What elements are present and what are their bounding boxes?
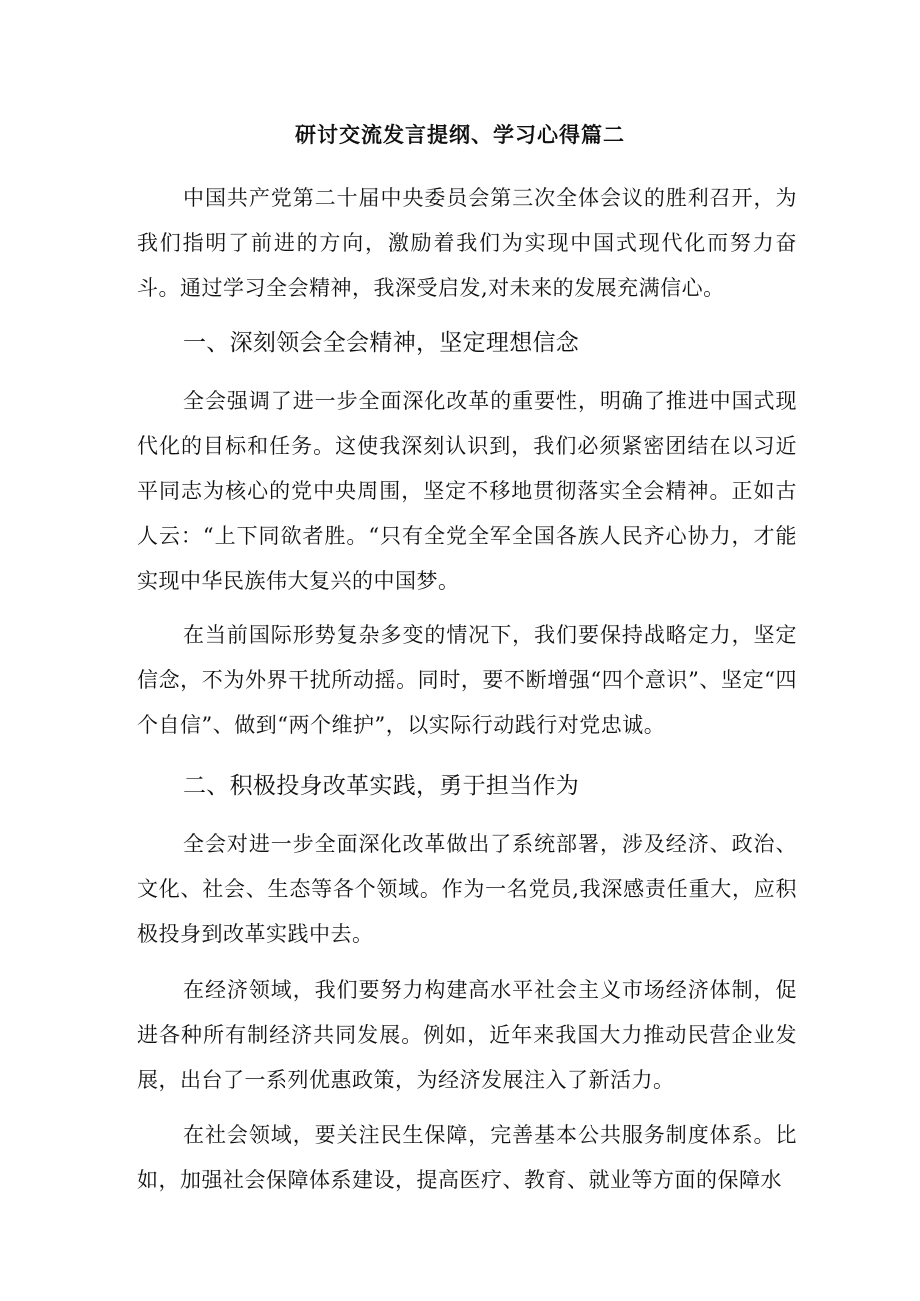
section-heading-2: 二、积极投身改革实践，勇于担当作为	[183, 773, 580, 799]
document-title: 研讨交流发言提纲、学习心得篇二	[295, 122, 625, 147]
section-2-paragraph-2: 在经济领域，我们要努力构建高水平社会主义市场经济体制，促进各种所有制经济共同发展。例如，近年来我国大力推动民营企业发展，出台了一系列优惠政策，为经济发展注入了新活力。	[137, 978, 797, 1092]
section-heading-1: 一、深刻领会全会精神，坚定理想信念	[183, 330, 580, 356]
section-1-paragraph-2: 在当前国际形势复杂多变的情况下，我们要保持战略定力，坚定信念，不为外界干扰所动摇。同时，要不断增强“四个意识”、坚定“四个自信”、做到“两个维护”，以实际行动践行对党忠诚。	[137, 623, 797, 737]
section-1-paragraph-1: 全会强调了进一步全面深化改革的重要性，明确了推进中国式现代化的目标和任务。这使我深刻认识到，我们必须紧密团结在以习近平同志为核心的党中央周围，坚定不移地贯彻落实全会精神。正如古人云：“上下同欲者胜。“只有全党全军全国各族人民齐心协力，才能实现中华民族伟大复兴的中国梦。	[137, 389, 797, 593]
section-2-paragraph-1: 全会对进一步全面深化改革做出了系统部署，涉及经济、政治、文化、社会、生态等各个领域。作为一名党员,我深感责任重大，应积极投身到改革实践中去。	[137, 832, 797, 946]
section-2-paragraph-3: 在社会领域，要关注民生保障，完善基本公共服务制度体系。比如，加强社会保障体系建设，提高医疗、教育、就业等方面的保障水	[137, 1123, 797, 1192]
intro-paragraph: 中国共产党第二十届中央委员会第三次全体会议的胜利召开，为我们指明了前进的方向，激励着我们为实现中国式现代化而努力奋斗。通过学习全会精神，我深受启发,对未来的发展充满信心。	[137, 186, 797, 300]
